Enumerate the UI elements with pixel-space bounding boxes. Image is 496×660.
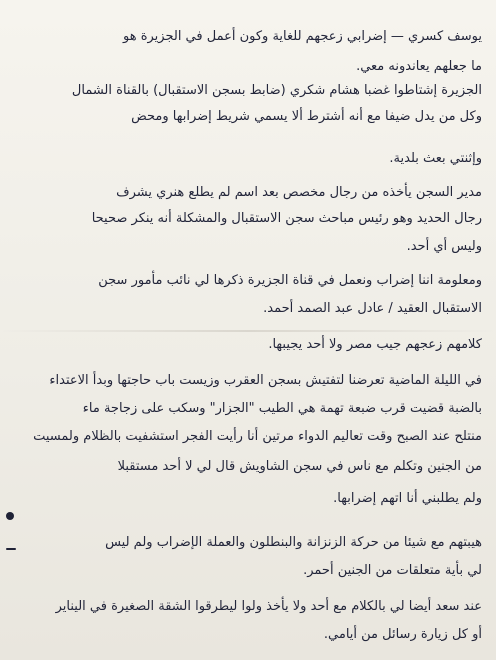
text-line-2: ما جعلهم يعاندونه معي. [356, 59, 482, 74]
text-line-3: الجزيرة إشتاطوا غضبا هشام شكري (ضابط بسجن الاستقبال) بالقناة الشمال [71, 83, 482, 98]
text-line-15: من الجنين وتكلم مع ناس في سجن الشاويش قال لي لا أحد مستقبلا [117, 459, 482, 474]
text-line-12: في الليلة الماضية تعرضنا لتفتيش بسجن العقرب وزيست باب حاجتها وبدأ الاعتداء [49, 373, 482, 388]
bullet-dash [6, 548, 16, 550]
text-line-20: أو كل زيارة رسائل من أيامي. [323, 627, 482, 642]
paper-crease [0, 330, 496, 332]
bullet-dot [6, 512, 14, 520]
text-line-10: الاستقبال العقيد / عادل عبد الصمد أحمد. [263, 301, 482, 316]
text-line-1: يوسف كسري — إضرابي زعجهم للغاية وكون أعمل في الجزيرة هو [122, 29, 482, 44]
text-line-4: وكل من يدل ضيفا مع أنه أشترط ألا يسمي شريط إضرابها ومحض [131, 109, 482, 124]
text-line-19: عند سعد أيضا لي بالكلام مع أحد ولا يأخذ ولوا ليطرقوا الشقة الصغيرة في اليناير [55, 599, 482, 614]
text-line-9: ومعلومة اننا إضراب ونعمل في قناة الجزيرة ذكرها لي نائب مأمور سجن [98, 273, 482, 288]
text-line-17: هيبتهم مع شيئا من حركة الزنزانة والبنطلون والعملة الإضراب ولم ليس [105, 535, 482, 550]
text-line-14: منتلح عند الصبح وقت تعاليم الدواء مرتين أنا رأيت الفجر استشفيت بالظلام ولمسيت [33, 429, 482, 444]
text-line-11: كلامهم زعجهم جيب مصر ولا أحد يجيبها. [268, 337, 482, 352]
text-line-18: لي بأية متعلقات من الجنين أحمر. [303, 563, 482, 578]
text-line-7: رجال الحديد وهو رئيس مباحث سجن الاستقبال والمشكلة أنه ينكر صحيحا [91, 211, 482, 226]
text-line-5: وإثنتي بعث بلدية. [389, 151, 482, 166]
text-line-8: وليس أي أحد. [406, 239, 482, 254]
text-line-13: بالضبة قضيت قرب ضبعة تهمة هي الطيب "الجزار" وسكب على زجاجة ماء [82, 401, 482, 416]
text-line-16: ولم يطلبني أنا اتهم إضرابها. [333, 491, 482, 506]
text-line-6: مدير السجن يأخذه من رجال مخصص بعد اسم لم يطلع هنري يشرف [116, 185, 482, 200]
